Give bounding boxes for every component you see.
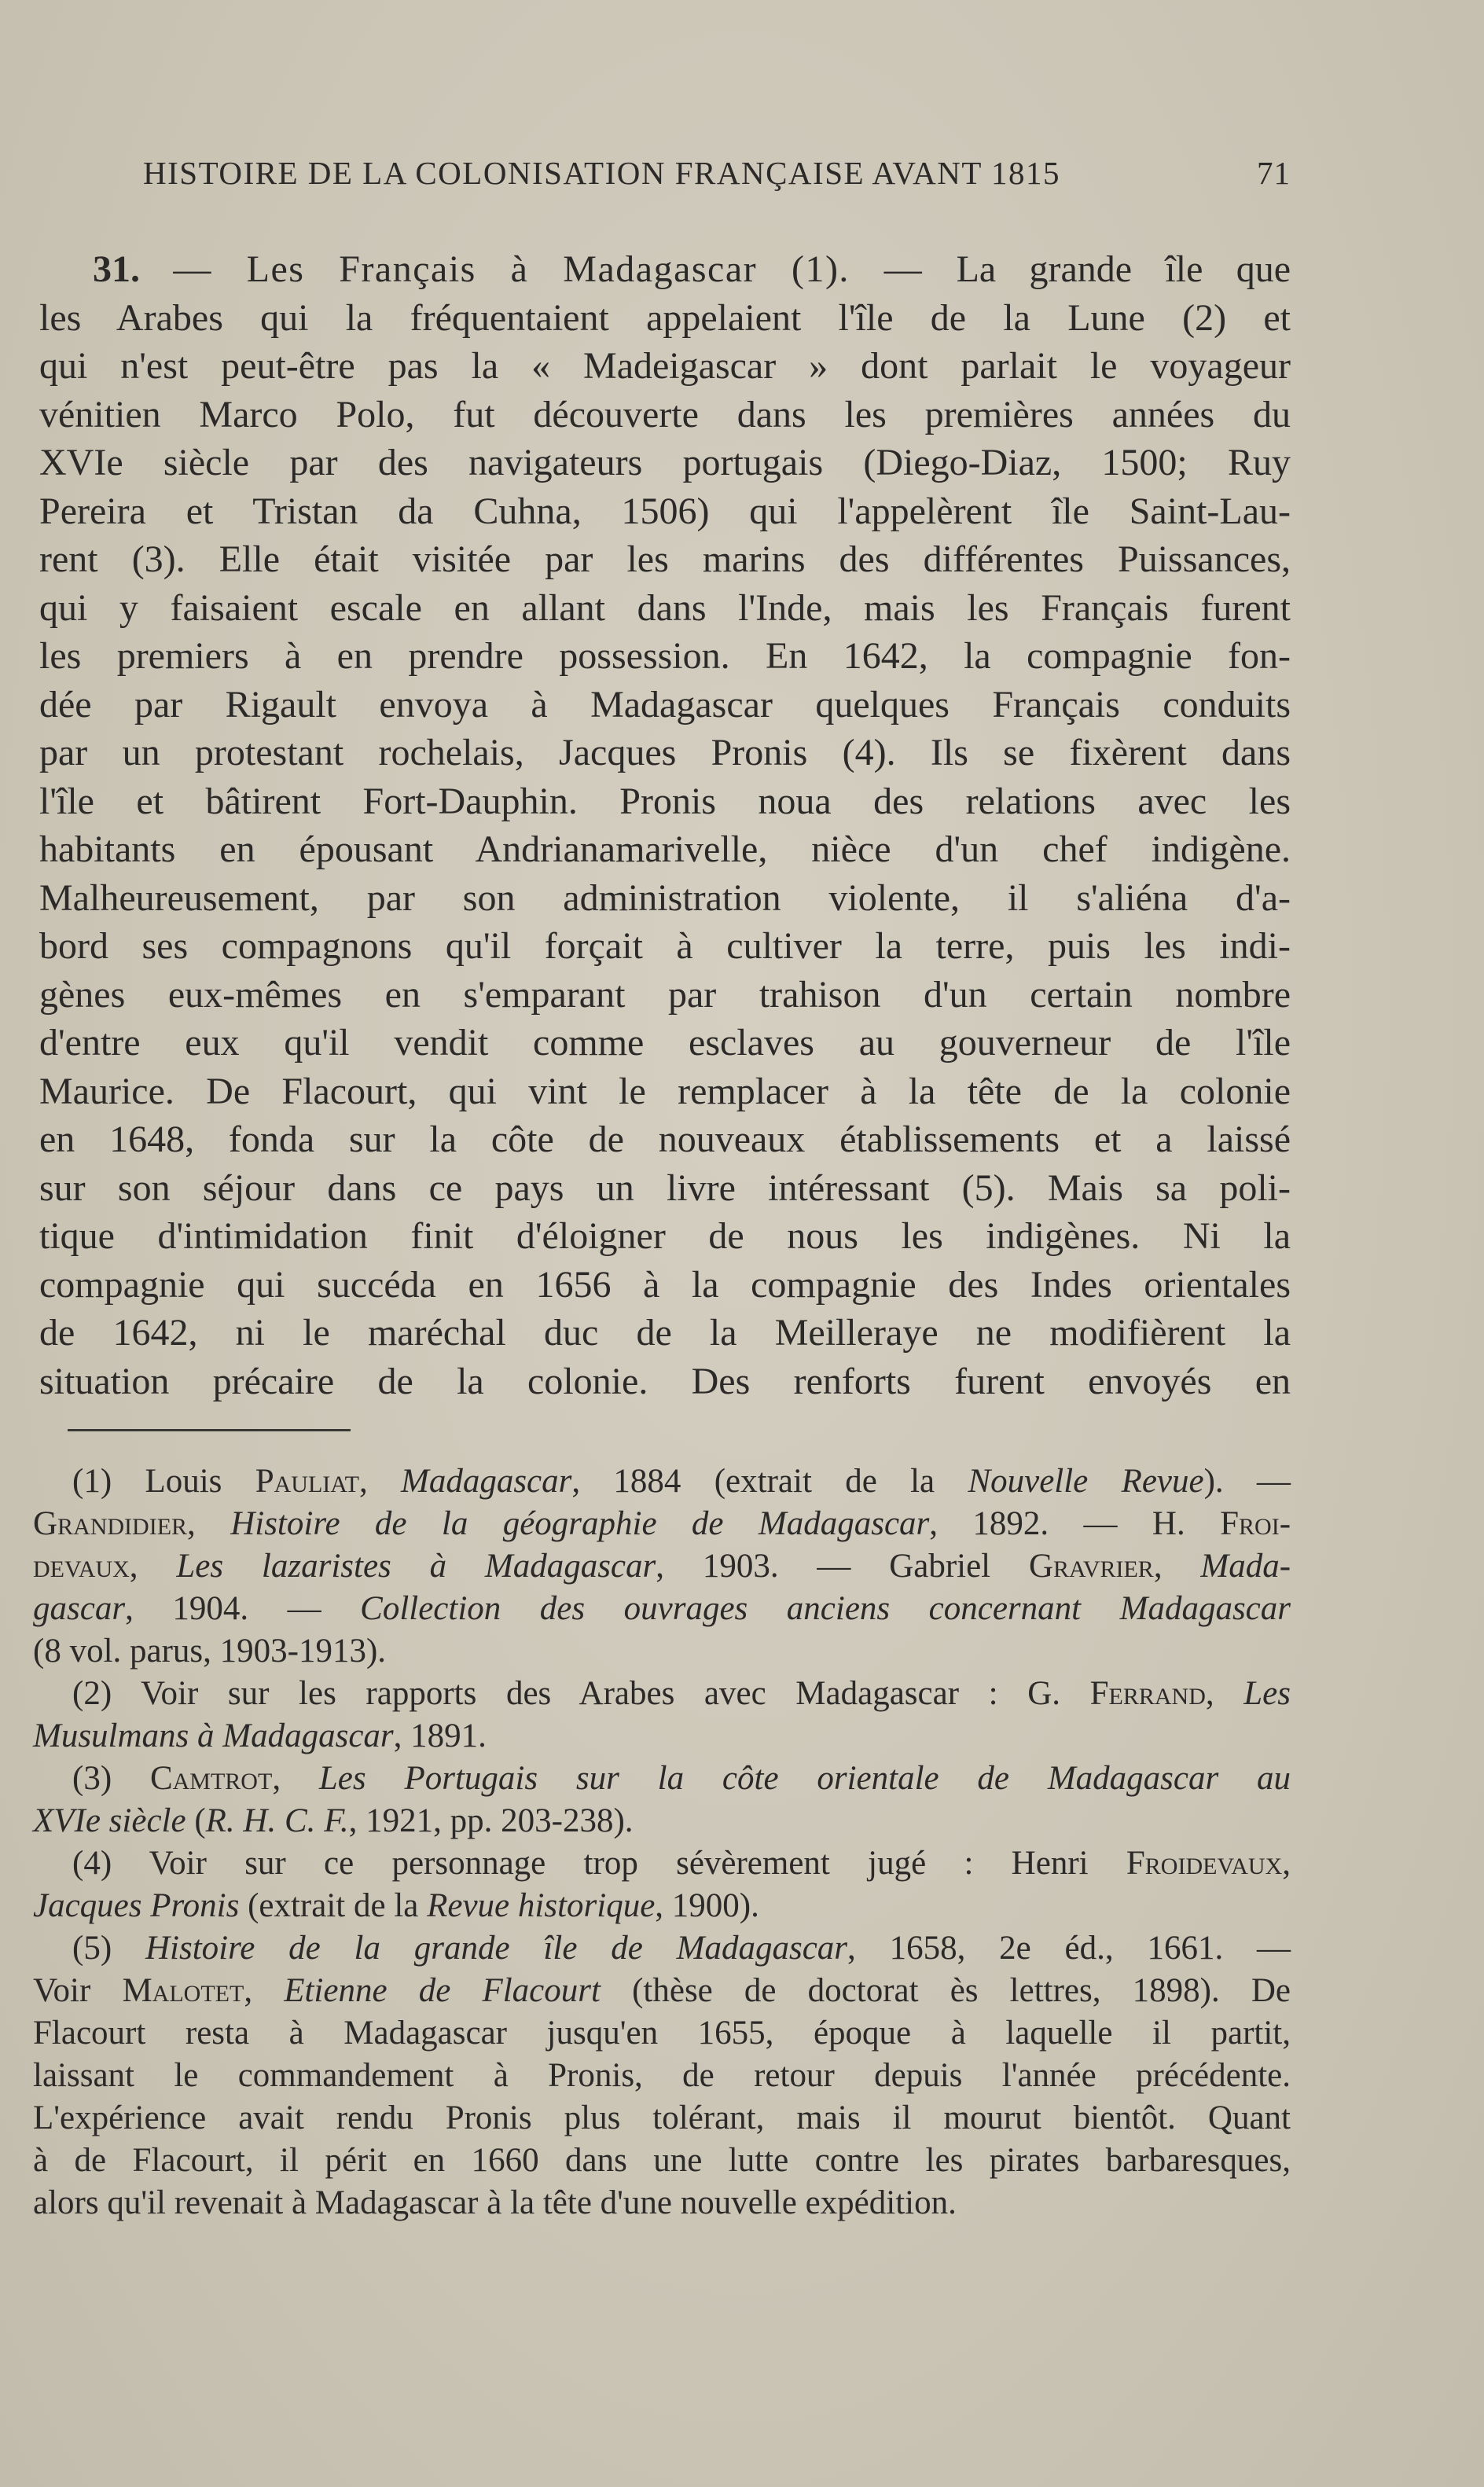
work-title: Musulmans à Madagascar [33, 1717, 394, 1754]
body-line: l'île et bâtirent Fort-Dauphin. Pronis noua des relations avec les [39, 780, 1291, 822]
work-title: R. H. C. F. [205, 1802, 349, 1839]
note-text: (2) Voir sur les rapports des Arabes avec Madagascar : G. [72, 1675, 1090, 1712]
body-line: d'entre eux qu'il vendit comme esclaves au gouverneur de l'île [39, 1022, 1291, 1063]
work-title: Collection des ouvrages anciens concernant Madagascar [360, 1590, 1291, 1627]
footnote-5-line [33, 1970, 1291, 2012]
section-title: — Les Français à Madagascar (1). — [173, 248, 924, 290]
note-text: , [272, 1760, 319, 1797]
note-text: (extrait de la [239, 1887, 428, 1924]
body-line [39, 245, 1291, 294]
author-name: Gravrier [1028, 1548, 1154, 1585]
body-line: qui y faisaient escale en allant dans l'Inde, mais les Français furent [39, 586, 1291, 629]
note-text: , 1903. — Gabriel [656, 1548, 1029, 1585]
body-line: en 1648, fonda sur la côte de nouveaux établissements et a laissé [39, 1119, 1291, 1160]
body-line: sur son séjour dans ce pays un livre intéressant (5). Mais sa poli- [39, 1166, 1291, 1209]
body-line: les premiers à en prendre possession. En 1642, la compagnie fon- [39, 635, 1291, 677]
note-text: , 1884 (extrait de la [571, 1463, 968, 1500]
work-title: Madagascar [401, 1463, 572, 1500]
note-text: , [1205, 1675, 1244, 1712]
footnote-divider [68, 1429, 351, 1431]
body-line: les Arabes qui la fréquentaient appelaient l'île de la Lune (2) et [39, 296, 1291, 339]
body-line: compagnie qui succéda en 1656 à la compagnie des Indes orientales [39, 1263, 1291, 1306]
author-name: Camtrot [149, 1760, 273, 1797]
body-line: XVIe siècle par des navigateurs portugais (Diego-Diaz, 1500; Ruy [39, 442, 1291, 483]
note-text: , [244, 1972, 285, 2009]
footnote-5-line: à de Flacourt, il périt en 1660 dans une lutte contre les pirates barbaresques, [33, 2142, 1291, 2179]
footnote-5-line: L'expérience avait rendu Pronis plus tolérant, mais il mourut bientôt. Quant [33, 2099, 1291, 2136]
body-line: Pereira et Tristan da Cuhna, 1506) qui l'appelèrent île Saint-Lau- [39, 490, 1291, 532]
note-text: , 1900). [655, 1887, 759, 1924]
work-title: gascar [33, 1590, 126, 1627]
note-text: , [358, 1463, 401, 1500]
footnote-1-line [33, 1503, 1291, 1545]
author-name: Ferrand [1089, 1675, 1206, 1712]
note-text: , 1891. [393, 1717, 487, 1754]
author-name: Froidevaux [1126, 1845, 1283, 1882]
work-title: Jacques Pronis [33, 1887, 240, 1924]
note-text: (4) Voir sur ce personnage trop sévèrement jugé : Henri [72, 1845, 1126, 1882]
footnote-5-line: alors qu'il revenait à Madagascar à la tête d'une nouvelle expédition. [33, 2184, 957, 2221]
note-text: (5) [72, 1930, 145, 1967]
work-title: XVIe siècle [33, 1802, 186, 1839]
running-title: HISTOIRE DE LA COLONISATION FRANÇAISE AVANT 1815 [143, 155, 1060, 191]
footnote-1-line [33, 1630, 1291, 1673]
note-text: , 1892. — H. [929, 1505, 1221, 1542]
note-text: (thèse de doctorat ès lettres, 1898). De [600, 1972, 1291, 2009]
main-text [39, 245, 1291, 1405]
work-title: Nouvelle Revue [968, 1463, 1204, 1500]
work-title: Etienne de Flacourt [284, 1972, 601, 2009]
author-name: Froi- [1220, 1505, 1291, 1542]
body-line: tique d'intimidation finit d'éloigner de nous les indigènes. Ni la [39, 1215, 1291, 1257]
author-name: devaux [33, 1548, 130, 1585]
body-line: situation précaire de la colonie. Des renforts furent envoyés en [39, 1360, 1291, 1402]
footnote-5-line: Flacourt resta à Madagascar jusqu'en 1655, époque à laquelle il partit, [33, 2015, 1291, 2052]
work-title: Les lazaristes à Madagascar [176, 1548, 656, 1585]
author-name: Pauliat [255, 1463, 359, 1500]
note-text: ). — [1203, 1463, 1291, 1500]
work-title: Histoire de la grande île de Madagascar [145, 1930, 848, 1967]
footnote-4-line [33, 1842, 1291, 1885]
footnote-5-line: laissant le commandement à Pronis, de retour depuis l'année précédente. [33, 2057, 1291, 2094]
footnote-1-line [33, 1588, 1291, 1630]
page-number: 71 [1257, 155, 1291, 191]
body-line: vénitien Marco Polo, fut découverte dans les premières années du [39, 393, 1291, 435]
footnote-1-line [33, 1460, 1291, 1503]
note-text: , [1282, 1845, 1291, 1882]
body-line: par un protestant rochelais, Jacques Pronis (4). Ils se fixèrent dans [39, 732, 1291, 773]
note-text: , [187, 1505, 231, 1542]
body-line: dée par Rigault envoya à Madagascar quelques Français conduits [39, 683, 1291, 726]
body-line: Maurice. De Flacourt, qui vint le remplacer à la tête de la colonie [39, 1070, 1291, 1112]
note-text: , [1153, 1548, 1201, 1585]
body-line: qui n'est peut-être pas la « Madeigascar » dont parlait le voyageur [39, 345, 1291, 387]
body-line: rent (3). Elle était visitée par les marins des différentes Puissances, [39, 538, 1291, 580]
body-line-text: La grande île que [956, 248, 1291, 290]
note-text: ( [186, 1802, 206, 1839]
section-number: 31. [93, 248, 140, 290]
footnote-3-line [33, 1758, 1291, 1800]
note-text: , 1658, 2e éd., 1661. — [847, 1930, 1291, 1967]
body-line: de 1642, ni le maréchal duc de la Meilleraye ne modifièrent la [39, 1312, 1291, 1354]
note-text: , [129, 1548, 177, 1585]
footnote-1-line [33, 1545, 1291, 1588]
work-title: Les Portugais sur la côte orientale de Madagascar au [318, 1760, 1291, 1797]
author-name: Grandidier [33, 1505, 188, 1542]
work-title: Histoire de la géographie de Madagascar [230, 1505, 930, 1542]
note-text: (1) Louis [72, 1463, 255, 1500]
body-line: habitants en épousant Andrianamarivelle, nièce d'un chef indigène. [39, 828, 1291, 870]
work-title: Mada- [1200, 1548, 1291, 1585]
note-text: Voir [33, 1972, 123, 2009]
footnote-2-line [33, 1715, 1291, 1758]
author-name: Malotet [122, 1972, 244, 2009]
footnotes [33, 1460, 1291, 2224]
note-text: (8 vol. parus, 1903-1913). [33, 1633, 387, 1670]
body-line: gènes eux-mêmes en s'emparant par trahison d'un certain nombre [39, 973, 1291, 1016]
footnote-3-line [33, 1800, 1291, 1842]
note-text: , 1904. — [125, 1590, 361, 1627]
running-header [143, 154, 1291, 209]
footnote-2-line [33, 1673, 1291, 1715]
body-line: Malheureusement, par son administration violente, il s'aliéna d'a- [39, 876, 1291, 919]
footnote-4-line [33, 1885, 1291, 1927]
body-line: bord ses compagnons qu'il forçait à cultiver la terre, puis les indi- [39, 925, 1291, 967]
work-title: Les [1243, 1675, 1291, 1712]
note-text: (3) [72, 1760, 150, 1797]
note-text: , 1921, pp. 203-238). [348, 1802, 634, 1839]
footnote-5-line [33, 1927, 1291, 1970]
work-title: Revue historique [427, 1887, 656, 1924]
